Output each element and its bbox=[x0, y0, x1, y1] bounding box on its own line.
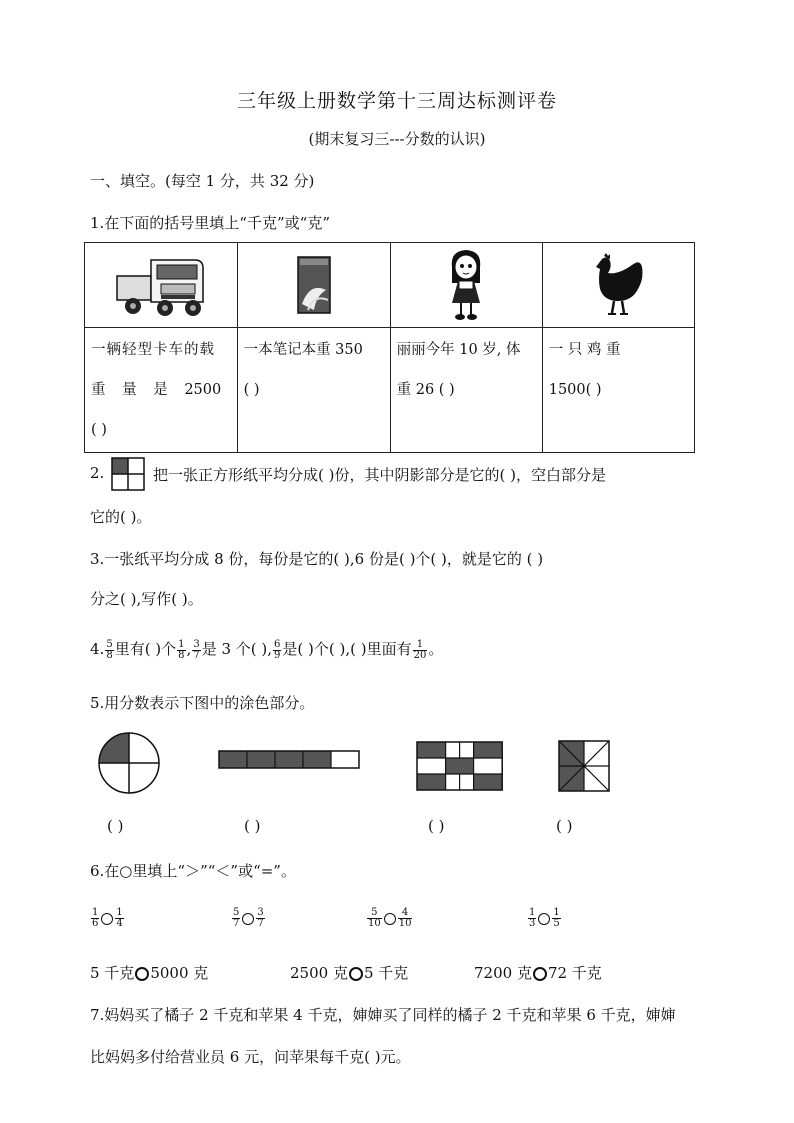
question-1-table bbox=[84, 242, 695, 453]
square-quarters-figure bbox=[111, 457, 145, 491]
q5-answer-3[interactable]: ( ) bbox=[428, 817, 445, 835]
truck-text-line-2: 重 量 是 2500 bbox=[91, 382, 222, 398]
q5-answer-2[interactable]: ( ) bbox=[244, 817, 261, 835]
q5-answer-1[interactable]: ( ) bbox=[107, 817, 124, 835]
question-2-number: 2. bbox=[90, 464, 105, 482]
compare-circle-2[interactable] bbox=[242, 913, 254, 925]
hen-text-line-1: 一 只 鸡 重 bbox=[548, 342, 621, 358]
notebook-text bbox=[237, 328, 390, 453]
compare-4: $\frac{1}{3}$ $\frac{1}{5}$ bbox=[529, 907, 560, 929]
question-2-text: 把一张正方形纸平均分成( )份，其中阴影部分是它的( )，空白部分是 bbox=[153, 466, 606, 484]
girl-cell bbox=[390, 243, 542, 328]
compare-circle-1[interactable] bbox=[101, 913, 113, 925]
girl-text-line-1: 丽丽今年 10 岁, 体 bbox=[396, 342, 521, 358]
fraction-5-8: $\frac{5}{8}$ bbox=[106, 638, 113, 661]
girl-text bbox=[390, 328, 542, 453]
circle-quarter-figure bbox=[96, 730, 162, 796]
q4-text-1: 4. bbox=[90, 640, 105, 658]
compare-circle-7[interactable] bbox=[533, 967, 547, 981]
question-2-text-2: 它的( )。 bbox=[90, 508, 152, 526]
compare-units-1: 5 千克 5000 克 bbox=[90, 964, 209, 982]
square-triangles-figure bbox=[558, 740, 610, 792]
q4-text-6: 。 bbox=[428, 640, 444, 658]
truck-icon bbox=[113, 250, 209, 320]
compare-1: $\frac{1}{6}$ $\frac{1}{4}$ bbox=[92, 907, 123, 929]
question-4 bbox=[90, 638, 443, 661]
truck-answer-blank[interactable]: ( ) bbox=[91, 422, 107, 438]
fraction-3-7: $\frac{3}{7}$ bbox=[193, 638, 200, 661]
fraction-1-8: $\frac{1}{8}$ bbox=[178, 638, 185, 661]
bar-fifths-figure bbox=[218, 750, 360, 770]
truck-text-line-1: 一辆轻型卡车的载 bbox=[91, 342, 215, 358]
notebook-icon bbox=[294, 254, 334, 316]
hen-icon bbox=[588, 253, 648, 317]
question-1-prompt: 1.在下面的括号里填上“千克”或“克” bbox=[90, 214, 330, 232]
question-5-prompt: 5.用分数表示下图中的涂色部分。 bbox=[90, 694, 315, 712]
fraction-1-20: $\frac{1}{20}$ bbox=[413, 638, 427, 661]
q4-text-2: 里有( )个 bbox=[114, 640, 177, 658]
question-7-line-2: 比妈妈多付给营业员 6 元，问苹果每千克( )元。 bbox=[90, 1048, 411, 1066]
compare-3: $\frac{5}{10}$ $\frac{4}{10}$ bbox=[368, 907, 412, 929]
notebook-answer-blank[interactable]: ( ) bbox=[243, 382, 260, 398]
q4-text-4: 是 3 个( ), bbox=[201, 640, 273, 658]
compare-units-2: 2500 克 5 千克 bbox=[290, 964, 409, 982]
girl-icon bbox=[444, 247, 488, 323]
girl-answer-blank[interactable]: 重 26 ( ) bbox=[396, 382, 455, 398]
hen-text bbox=[542, 328, 694, 453]
hen-answer-blank[interactable]: 1500( ) bbox=[548, 382, 602, 398]
q4-text-5: 是( )个( ),( )里面有 bbox=[282, 640, 412, 658]
fraction-6-9: $\frac{6}{9}$ bbox=[274, 638, 281, 661]
q4-text-3: , bbox=[186, 640, 192, 658]
compare-circle-6[interactable] bbox=[349, 967, 363, 981]
question-7-line-1: 7.妈妈买了橘子 2 千克和苹果 4 千克，婶婶买了同样的橘子 2 千克和苹果 6 千克，婶婶 bbox=[90, 1006, 676, 1024]
q5-answer-4[interactable]: ( ) bbox=[556, 817, 573, 835]
section-heading: 一、填空。(每空 1 分，共 32 分) bbox=[90, 172, 315, 190]
question-3-line-1: 3.一张纸平均分成 8 份，每份是它的( ),6 份是( )个( )，就是它的 ( ) bbox=[90, 550, 544, 568]
compare-circle-3[interactable] bbox=[384, 913, 396, 925]
compare-units-3: 7200 克 72 千克 bbox=[474, 964, 602, 982]
compare-2: $\frac{5}{7}$ $\frac{3}{7}$ bbox=[233, 907, 264, 929]
page-title: 三年级上册数学第十三周达标测评卷 bbox=[236, 90, 557, 112]
question-3-line-2: 分之( ),写作( )。 bbox=[90, 590, 203, 608]
compare-circle-4[interactable] bbox=[538, 913, 550, 925]
question-6-prompt: 6.在○里填上“＞”“＜”或“=”。 bbox=[90, 862, 296, 880]
notebook-cell bbox=[237, 243, 390, 328]
notebook-text-line-1: 一本笔记本重 350 bbox=[243, 342, 363, 358]
checkerboard-figure bbox=[416, 741, 504, 791]
truck-text bbox=[85, 328, 238, 453]
page-subtitle: (期末复习三---分数的认识) bbox=[308, 130, 486, 148]
truck-cell bbox=[85, 243, 238, 328]
hen-cell bbox=[542, 243, 694, 328]
compare-circle-5[interactable] bbox=[135, 967, 149, 981]
